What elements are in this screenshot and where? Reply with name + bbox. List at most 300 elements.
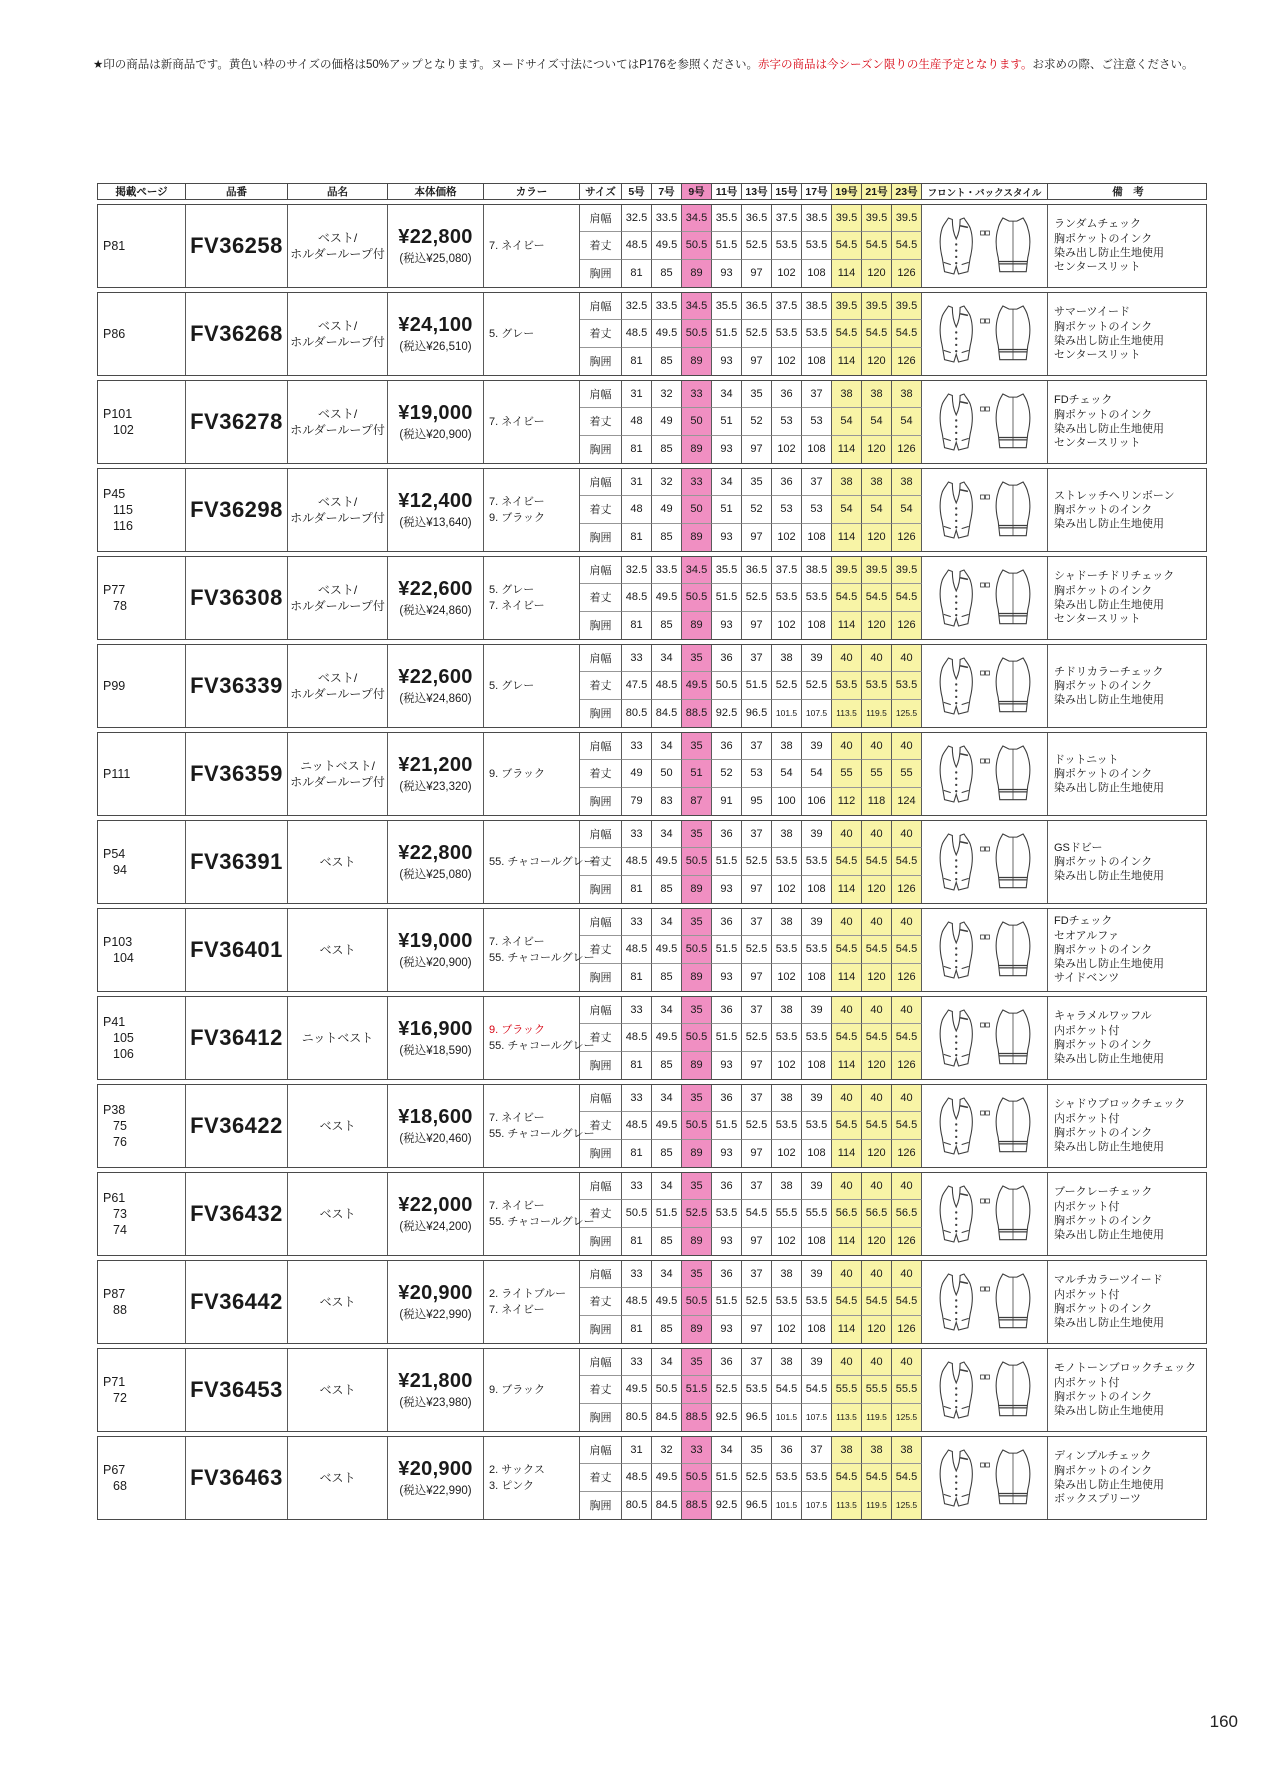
- cell-pages: [98, 1261, 186, 1343]
- belt-buckle-icon: [980, 1110, 990, 1116]
- cell-product-name: [288, 557, 388, 639]
- size-value: 33.5: [652, 557, 682, 584]
- size-value: 33: [622, 1173, 652, 1200]
- remark-line: 胸ポケットのインク: [1054, 1215, 1153, 1227]
- remark-line: 胸ポケットのインク: [1054, 1303, 1153, 1315]
- size-value: 55.5: [832, 1376, 862, 1403]
- size-value: 54.5: [832, 848, 862, 875]
- measure-label: 胸囲: [580, 1316, 622, 1343]
- remark-line: FDチェック: [1054, 915, 1113, 928]
- size-value: 48.5: [622, 1464, 652, 1491]
- size-value: 53.5: [802, 936, 832, 963]
- header-note-text: ★印の商品は新商品です。黄色い枠のサイズの価格は50%アップとなります。ヌードサイズ寸法についてはP176を参照ください。: [93, 59, 758, 71]
- size-value: 36.5: [742, 557, 772, 584]
- size-value: 38: [772, 1085, 802, 1112]
- size-value: 114: [832, 964, 862, 991]
- vest-front-illustration: [936, 743, 978, 805]
- cell-product-code: FV36463: [186, 1437, 288, 1519]
- size-value: 40: [892, 997, 922, 1024]
- product-row: [97, 1084, 1207, 1168]
- size-value: 50.5: [682, 936, 712, 963]
- size-value: 96.5: [742, 700, 772, 727]
- size-value: 34: [652, 1261, 682, 1288]
- size-value: 38: [862, 469, 892, 496]
- size-value: 120: [862, 524, 892, 551]
- measure-label: 着丈: [580, 760, 622, 787]
- size-value: 114: [832, 1228, 862, 1255]
- vest-back-illustration: [992, 1359, 1034, 1421]
- size-value: 35: [682, 1173, 712, 1200]
- belt-buckle-icon: [980, 1374, 990, 1380]
- cell-pages: [98, 821, 186, 903]
- size-value: 34: [652, 909, 682, 936]
- remark-line: 胸ポケットのインク: [1054, 408, 1153, 421]
- size-value: 50: [682, 408, 712, 435]
- remark-line: 染み出し防止生地使用: [1054, 335, 1164, 347]
- price-value: ¥22,000: [398, 1194, 473, 1216]
- remark-line: キャラメルワッフル: [1054, 1010, 1152, 1023]
- style-illustration: [922, 381, 1048, 463]
- remark-line: セオアルファ: [1054, 929, 1120, 942]
- size-value: 51.5: [712, 1112, 742, 1139]
- price-value: ¥22,800: [398, 842, 473, 864]
- measure-label: 肩幅: [580, 469, 622, 496]
- size-value: 126: [892, 964, 922, 991]
- size-value: 126: [892, 1228, 922, 1255]
- size-value: 55: [892, 760, 922, 787]
- cell-remarks: [1048, 1173, 1208, 1255]
- measure-label: 胸囲: [580, 700, 622, 727]
- size-value: 53: [802, 408, 832, 435]
- size-value: 49.5: [652, 848, 682, 875]
- cell-product-code: FV36453: [186, 1349, 288, 1431]
- size-value: 37: [742, 821, 772, 848]
- size-value: 39.5: [832, 557, 862, 584]
- cell-remarks: [1048, 381, 1208, 463]
- size-value: 54: [892, 408, 922, 435]
- measure-label: 着丈: [580, 1200, 622, 1227]
- size-value: 51: [712, 496, 742, 523]
- product-name-line: ホルダーループ付: [290, 511, 385, 525]
- size-value: 38.5: [802, 205, 832, 232]
- size-value: 54.5: [832, 1288, 862, 1315]
- style-illustration: [922, 469, 1048, 551]
- size-value: 81: [622, 1228, 652, 1255]
- col-header-size-5号: 5号: [622, 184, 652, 199]
- cell-product-code: FV36391: [186, 821, 288, 903]
- size-value: 51.5: [712, 584, 742, 611]
- size-value: 37: [742, 1349, 772, 1376]
- size-value: 40: [892, 821, 922, 848]
- size-value: 36.5: [742, 293, 772, 320]
- size-value: 125.5: [892, 700, 922, 727]
- product-row: [97, 996, 1207, 1080]
- size-value: 54.5: [832, 1464, 862, 1491]
- size-value: 53: [742, 760, 772, 787]
- page-ref: 104: [113, 951, 134, 965]
- size-value: 50: [682, 496, 712, 523]
- page-ref: 116: [113, 519, 133, 534]
- col-header-size-23号: 23号: [892, 184, 922, 199]
- size-value: 54: [832, 496, 862, 523]
- cell-colors: [484, 1437, 580, 1519]
- size-value: 55: [832, 760, 862, 787]
- size-value: 35: [682, 1085, 712, 1112]
- size-value: 55.5: [862, 1376, 892, 1403]
- size-value: 49.5: [652, 1288, 682, 1315]
- page-ref: P54: [103, 846, 126, 861]
- size-value: 40: [892, 645, 922, 672]
- style-illustration: [922, 293, 1048, 375]
- size-value: 85: [652, 964, 682, 991]
- size-value: 50.5: [652, 1376, 682, 1403]
- size-value: 40: [832, 909, 862, 936]
- size-value: 54.5: [862, 1464, 892, 1491]
- cell-product-code: FV36359: [186, 733, 288, 815]
- cell-product-code: FV36258: [186, 205, 288, 287]
- cell-remarks: [1048, 1437, 1208, 1519]
- remark-line: センタースリット: [1054, 437, 1141, 450]
- size-value: 97: [742, 348, 772, 375]
- size-value: 52.5: [742, 232, 772, 259]
- vest-front-illustration: [936, 1359, 978, 1421]
- product-row: [97, 644, 1207, 728]
- size-value: 97: [742, 1140, 772, 1167]
- size-value: 93: [712, 1316, 742, 1343]
- page-ref: 106: [113, 1047, 134, 1062]
- size-value: 39.5: [832, 205, 862, 232]
- size-value: 49.5: [652, 1112, 682, 1139]
- size-value: 53.5: [802, 232, 832, 259]
- cell-colors: [484, 1173, 595, 1255]
- page-ref: P61: [103, 1190, 126, 1205]
- measure-label: 肩幅: [580, 733, 622, 760]
- color-option: 5. グレー: [489, 679, 535, 692]
- size-value: 108: [802, 1228, 832, 1255]
- size-value: 32.5: [622, 557, 652, 584]
- size-value: 36: [772, 1437, 802, 1464]
- vest-back-illustration: [992, 567, 1034, 629]
- size-value: 54.5: [892, 1024, 922, 1051]
- belt-buckle-icon: [980, 582, 990, 588]
- product-name-line: ホルダーループ付: [290, 423, 385, 437]
- size-value: 38: [832, 381, 862, 408]
- size-value: 79: [622, 788, 652, 815]
- size-value: 33: [622, 909, 652, 936]
- size-value: 35: [682, 997, 712, 1024]
- size-value: 38: [772, 645, 802, 672]
- size-value: 38: [772, 909, 802, 936]
- size-value: 85: [652, 1140, 682, 1167]
- col-header-size: サイズ: [580, 184, 622, 199]
- size-value: 35.5: [712, 205, 742, 232]
- product-name-line: ベスト: [319, 1206, 356, 1221]
- product-name-line: ホルダーループ付: [290, 599, 385, 613]
- size-value: 51.5: [712, 1024, 742, 1051]
- size-value: 37: [802, 1437, 832, 1464]
- size-value: 114: [832, 1140, 862, 1167]
- cell-colors: [484, 909, 595, 991]
- belt-buckle-icon: [980, 406, 990, 412]
- price-tax-value: (税込¥23,980): [399, 1397, 472, 1409]
- belt-buckle-icon: [980, 1022, 990, 1028]
- size-value: 108: [802, 876, 832, 903]
- cell-price: [388, 557, 484, 639]
- size-value: 120: [862, 876, 892, 903]
- size-value: 93: [712, 964, 742, 991]
- size-value: 31: [622, 1437, 652, 1464]
- remark-line: 胸ポケットのインク: [1054, 767, 1153, 780]
- style-illustration: [922, 645, 1048, 727]
- cell-product-code: FV36298: [186, 469, 288, 551]
- page-ref: P86: [103, 326, 126, 341]
- size-value: 48.5: [622, 232, 652, 259]
- vest-back-illustration: [992, 391, 1034, 453]
- size-value: 97: [742, 1316, 772, 1343]
- page-ref: 76: [113, 1135, 127, 1150]
- belt-buckle-icon: [980, 1462, 990, 1468]
- size-value: 114: [832, 612, 862, 639]
- size-value: 88.5: [682, 700, 712, 727]
- remark-line: 染み出し防止生地使用: [1054, 1053, 1164, 1066]
- size-value: 112: [832, 788, 862, 815]
- vest-front-illustration: [936, 1447, 978, 1509]
- size-value: 101.5: [772, 700, 802, 727]
- size-value: 114: [832, 1316, 862, 1343]
- page-ref: 72: [113, 1391, 127, 1405]
- vest-back-illustration: [992, 1271, 1034, 1333]
- product-name-line: ベスト: [319, 1382, 356, 1397]
- page-number: 160: [1209, 1712, 1238, 1731]
- size-value: 37: [742, 909, 772, 936]
- table-header-row: [97, 183, 1207, 200]
- size-value: 102: [772, 1052, 802, 1079]
- size-value: 36.5: [742, 205, 772, 232]
- size-value: 88.5: [682, 1404, 712, 1431]
- size-value: 102: [772, 524, 802, 551]
- size-value: 54.5: [832, 232, 862, 259]
- size-value: 33: [622, 821, 652, 848]
- size-value: 32: [652, 381, 682, 408]
- cell-product-name: [288, 909, 388, 991]
- size-value: 114: [832, 1052, 862, 1079]
- size-value: 93: [712, 612, 742, 639]
- size-value: 55.5: [802, 1200, 832, 1227]
- cell-colors: [484, 821, 595, 903]
- price-value: ¥21,800: [398, 1370, 473, 1392]
- size-value: 120: [862, 348, 892, 375]
- cell-pages: [98, 733, 186, 815]
- size-value: 50.5: [682, 584, 712, 611]
- size-value: 40: [862, 909, 892, 936]
- cell-remarks: [1048, 469, 1208, 551]
- size-value: 37: [742, 1173, 772, 1200]
- size-value: 52: [712, 760, 742, 787]
- cell-colors: [484, 557, 580, 639]
- belt-buckle-icon: [980, 934, 990, 940]
- measure-label: 着丈: [580, 1024, 622, 1051]
- style-illustration: [922, 1437, 1048, 1519]
- size-value: 54.5: [772, 1376, 802, 1403]
- size-value: 40: [832, 997, 862, 1024]
- price-tax-value: (税込¥22,990): [399, 1485, 472, 1497]
- size-value: 38: [772, 1349, 802, 1376]
- size-value: 39: [802, 821, 832, 848]
- size-value: 54: [772, 760, 802, 787]
- size-value: 53.5: [742, 1376, 772, 1403]
- cell-price: [388, 909, 484, 991]
- size-value: 49.5: [652, 1024, 682, 1051]
- size-value: 85: [652, 876, 682, 903]
- size-value: 118: [862, 788, 892, 815]
- price-tax-value: (税込¥20,900): [399, 429, 472, 441]
- product-name-line: ベスト: [319, 1118, 356, 1133]
- size-value: 108: [802, 348, 832, 375]
- size-value: 126: [892, 1140, 922, 1167]
- cell-product-name: [288, 381, 388, 463]
- size-value: 54.5: [862, 1288, 892, 1315]
- cell-remarks: [1048, 821, 1208, 903]
- cell-product-code: FV36339: [186, 645, 288, 727]
- size-value: 106: [802, 788, 832, 815]
- remark-line: 胸ポケットのインク: [1054, 855, 1153, 868]
- vest-front-illustration: [936, 655, 978, 717]
- size-value: 91: [712, 788, 742, 815]
- belt-buckle-icon: [980, 318, 990, 324]
- size-value: 40: [862, 997, 892, 1024]
- size-value: 52: [742, 408, 772, 435]
- size-value: 89: [682, 436, 712, 463]
- product-row: [97, 1260, 1207, 1344]
- size-value: 54.5: [802, 1376, 832, 1403]
- remark-line: 染み出し防止生地使用: [1054, 1229, 1164, 1242]
- product-name-line: ベスト/: [317, 494, 358, 509]
- cell-pages: [98, 293, 186, 375]
- size-value: 81: [622, 436, 652, 463]
- remark-line: 胸ポケットのインク: [1054, 1391, 1153, 1403]
- cell-price: [388, 1349, 484, 1431]
- size-value: 52.5: [772, 672, 802, 699]
- size-value: 54.5: [832, 1112, 862, 1139]
- remark-line: 胸ポケットのインク: [1054, 1464, 1153, 1477]
- size-value: 38: [862, 381, 892, 408]
- size-value: 39: [802, 997, 832, 1024]
- size-value: 33: [622, 645, 652, 672]
- remark-line: 染み出し防止生地使用: [1054, 518, 1164, 531]
- remark-line: 染み出し防止生地使用: [1054, 423, 1164, 435]
- price-value: ¥19,000: [398, 402, 473, 424]
- size-value: 53: [772, 496, 802, 523]
- size-value: 126: [892, 1316, 922, 1343]
- size-value: 53.5: [772, 1464, 802, 1491]
- size-value: 52.5: [742, 1024, 772, 1051]
- remark-line: 胸ポケットのインク: [1054, 584, 1153, 597]
- size-value: 33.5: [652, 205, 682, 232]
- product-name-line: ホルダーループ付: [290, 687, 385, 701]
- size-value: 96.5: [742, 1492, 772, 1519]
- cell-product-code: FV36268: [186, 293, 288, 375]
- size-value: 37: [802, 381, 832, 408]
- page-ref: P101: [103, 406, 133, 421]
- cell-product-name: [288, 645, 388, 727]
- product-row: [97, 380, 1207, 464]
- cell-remarks: [1048, 645, 1208, 727]
- page-ref: P81: [103, 238, 126, 253]
- size-value: 38: [892, 1437, 922, 1464]
- size-value: 89: [682, 524, 712, 551]
- product-row: [97, 292, 1207, 376]
- size-value: 89: [682, 964, 712, 991]
- cell-price: [388, 469, 484, 551]
- size-value: 54.5: [862, 936, 892, 963]
- size-value: 39.5: [862, 205, 892, 232]
- size-value: 114: [832, 436, 862, 463]
- remark-line: 染み出し防止生地使用: [1054, 694, 1164, 707]
- cell-pages: [98, 1349, 186, 1431]
- size-value: 48: [622, 408, 652, 435]
- size-value: 84.5: [652, 700, 682, 727]
- col-header-size-9号: 9号: [682, 184, 712, 199]
- size-value: 80.5: [622, 700, 652, 727]
- size-value: 54.5: [892, 584, 922, 611]
- size-value: 80.5: [622, 1492, 652, 1519]
- size-value: 34.5: [682, 557, 712, 584]
- product-row: [97, 468, 1207, 552]
- size-value: 54.5: [742, 1200, 772, 1227]
- size-value: 49: [652, 408, 682, 435]
- size-value: 125.5: [892, 1404, 922, 1431]
- size-value: 97: [742, 524, 772, 551]
- size-value: 38: [772, 821, 802, 848]
- size-value: 108: [802, 964, 832, 991]
- size-value: 85: [652, 524, 682, 551]
- size-value: 39: [802, 645, 832, 672]
- vest-front-illustration: [936, 215, 978, 277]
- remark-line: 内ポケット付: [1054, 1024, 1120, 1037]
- size-value: 49.5: [652, 1464, 682, 1491]
- vest-front-illustration: [936, 831, 978, 893]
- size-value: 53.5: [802, 1112, 832, 1139]
- cell-price: [388, 1437, 484, 1519]
- product-name-line: ニットベスト: [301, 1030, 374, 1045]
- belt-buckle-icon: [980, 1286, 990, 1292]
- size-value: 56.5: [892, 1200, 922, 1227]
- cell-product-name: [288, 1349, 388, 1431]
- color-option: 55. チャコールグレー: [489, 952, 595, 964]
- size-value: 126: [892, 1052, 922, 1079]
- price-value: ¥22,600: [398, 666, 473, 688]
- size-value: 120: [862, 1316, 892, 1343]
- size-value: 107.5: [802, 700, 832, 727]
- size-value: 81: [622, 1316, 652, 1343]
- size-value: 85: [652, 1052, 682, 1079]
- remark-line: 胸ポケットのインク: [1054, 320, 1153, 333]
- size-value: 40: [892, 1261, 922, 1288]
- size-value: 119.5: [862, 1492, 892, 1519]
- remark-line: 内ポケット付: [1054, 1112, 1120, 1125]
- size-value: 97: [742, 612, 772, 639]
- remark-line: 胸ポケットのインク: [1054, 503, 1153, 516]
- size-value: 51.5: [712, 232, 742, 259]
- size-value: 120: [862, 1140, 892, 1167]
- cell-product-code: FV36442: [186, 1261, 288, 1343]
- size-value: 92.5: [712, 700, 742, 727]
- price-value: ¥18,600: [398, 1106, 473, 1128]
- size-value: 40: [892, 909, 922, 936]
- size-value: 50.5: [622, 1200, 652, 1227]
- belt-buckle-icon: [980, 670, 990, 676]
- size-value: 54.5: [892, 1112, 922, 1139]
